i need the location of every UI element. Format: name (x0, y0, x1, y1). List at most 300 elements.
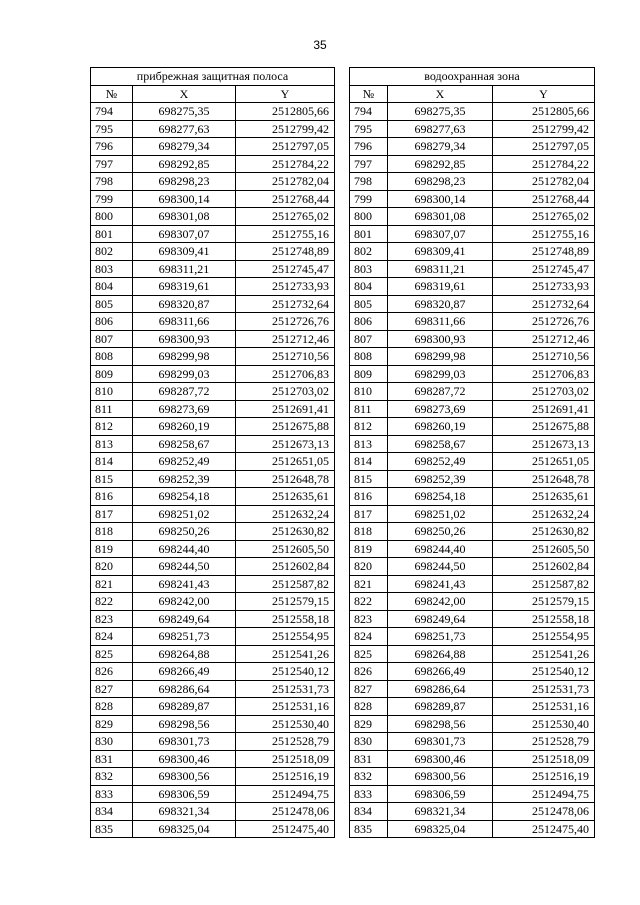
right-x-value: 698242,00 (388, 593, 493, 611)
left-x-value: 698241,43 (133, 575, 236, 593)
left-y-value: 2512587,82 (236, 575, 335, 593)
table-gap (335, 523, 350, 541)
right-x-value: 698299,03 (388, 365, 493, 383)
table-row (91, 610, 595, 628)
table-gap (335, 225, 350, 243)
table-row (91, 278, 595, 296)
right-x-value: 698298,23 (388, 173, 493, 191)
right-point-number: 812 (350, 418, 388, 436)
table-gap (335, 278, 350, 296)
left-point-number: 807 (91, 330, 133, 348)
right-x-value: 698264,88 (388, 645, 493, 663)
left-x-value: 698298,56 (133, 715, 236, 733)
left-point-number: 831 (91, 750, 133, 768)
right-point-number: 811 (350, 400, 388, 418)
table-gap (335, 138, 350, 156)
left-x-value: 698311,21 (133, 260, 236, 278)
right-point-number: 815 (350, 470, 388, 488)
right-y-value: 2512602,84 (493, 558, 595, 576)
left-x-value: 698252,49 (133, 453, 236, 471)
table-gap (335, 575, 350, 593)
left-x-value: 698319,61 (133, 278, 236, 296)
left-point-number: 825 (91, 645, 133, 663)
left-x-value: 698254,18 (133, 488, 236, 506)
right-point-number: 818 (350, 523, 388, 541)
table-row (91, 733, 595, 751)
right-y-value: 2512673,13 (493, 435, 595, 453)
table-row (91, 383, 595, 401)
left-y-value: 2512805,66 (236, 103, 335, 121)
table-gap (335, 120, 350, 138)
left-y-value: 2512516,19 (236, 768, 335, 786)
right-y-value: 2512605,50 (493, 540, 595, 558)
right-x-value: 698299,98 (388, 348, 493, 366)
left-point-number: 802 (91, 243, 133, 261)
table-row (91, 680, 595, 698)
table-gap (335, 348, 350, 366)
right-x-value: 698287,72 (388, 383, 493, 401)
left-y-value: 2512478,06 (236, 803, 335, 821)
left-y-value: 2512799,42 (236, 120, 335, 138)
table-row (91, 698, 595, 716)
right-y-value: 2512478,06 (493, 803, 595, 821)
table-gap (335, 383, 350, 401)
left-x-value: 698307,07 (133, 225, 236, 243)
left-x-value: 698320,87 (133, 295, 236, 313)
left-point-number: 818 (91, 523, 133, 541)
left-x-value: 698321,34 (133, 803, 236, 821)
right-point-number: 820 (350, 558, 388, 576)
right-point-number: 808 (350, 348, 388, 366)
right-x-value: 698292,85 (388, 155, 493, 173)
right-point-number: 802 (350, 243, 388, 261)
left-x-value: 698311,66 (133, 313, 236, 331)
right-point-number: 819 (350, 540, 388, 558)
shore-protection-strip-title: прибрежная защитная полоса (91, 68, 335, 86)
table-row (91, 173, 595, 191)
table-row (91, 435, 595, 453)
right-x-value: 698250,26 (388, 523, 493, 541)
table-gap (335, 435, 350, 453)
right-y-value: 2512782,04 (493, 173, 595, 191)
left-x-value: 698251,73 (133, 628, 236, 646)
right-y-value: 2512733,93 (493, 278, 595, 296)
right-y-value: 2512768,44 (493, 190, 595, 208)
left-x-value: 698306,59 (133, 785, 236, 803)
right-y-value: 2512531,73 (493, 680, 595, 698)
table-gap (335, 190, 350, 208)
right-point-number: 794 (350, 103, 388, 121)
column-header-row (91, 85, 595, 103)
left-x-value: 698300,46 (133, 750, 236, 768)
right-x-value: 698319,61 (388, 278, 493, 296)
left-x-value: 698249,64 (133, 610, 236, 628)
left-y-value: 2512712,46 (236, 330, 335, 348)
right-x-value: 698252,49 (388, 453, 493, 471)
left-x-value: 698300,56 (133, 768, 236, 786)
left-point-number: 820 (91, 558, 133, 576)
right-point-number: 823 (350, 610, 388, 628)
left-x-value: 698286,64 (133, 680, 236, 698)
right-y-value: 2512732,64 (493, 295, 595, 313)
left-y-value: 2512706,83 (236, 365, 335, 383)
left-point-number: 826 (91, 663, 133, 681)
right-x-header: X (388, 85, 493, 103)
right-y-value: 2512516,19 (493, 768, 595, 786)
table-gap (335, 418, 350, 436)
left-point-number: 808 (91, 348, 133, 366)
left-y-value: 2512605,50 (236, 540, 335, 558)
right-point-number: 806 (350, 313, 388, 331)
right-x-value: 698307,07 (388, 225, 493, 243)
left-point-number: 832 (91, 768, 133, 786)
right-x-value: 698244,50 (388, 558, 493, 576)
left-y-value: 2512540,12 (236, 663, 335, 681)
left-point-number: 813 (91, 435, 133, 453)
left-y-value: 2512602,84 (236, 558, 335, 576)
left-point-number: 799 (91, 190, 133, 208)
right-point-number: 798 (350, 173, 388, 191)
table-gap (335, 733, 350, 751)
left-x-value: 698301,08 (133, 208, 236, 226)
table-gap (335, 698, 350, 716)
right-x-value: 698320,87 (388, 295, 493, 313)
table-row (91, 260, 595, 278)
left-point-number: 798 (91, 173, 133, 191)
table-gap (335, 663, 350, 681)
right-point-number: 828 (350, 698, 388, 716)
left-y-value: 2512531,16 (236, 698, 335, 716)
left-x-value: 698279,34 (133, 138, 236, 156)
table-gap (335, 85, 350, 103)
left-y-value: 2512797,05 (236, 138, 335, 156)
right-x-value: 698309,41 (388, 243, 493, 261)
table-gap (335, 68, 350, 86)
table-row (91, 155, 595, 173)
table-row (91, 768, 595, 786)
left-y-value: 2512554,95 (236, 628, 335, 646)
left-x-value: 698250,26 (133, 523, 236, 541)
right-point-number: 816 (350, 488, 388, 506)
left-point-number: 834 (91, 803, 133, 821)
right-y-value: 2512630,82 (493, 523, 595, 541)
right-x-value: 698244,40 (388, 540, 493, 558)
right-x-value: 698311,21 (388, 260, 493, 278)
left-x-value: 698309,41 (133, 243, 236, 261)
table-gap (335, 103, 350, 121)
right-x-value: 698279,34 (388, 138, 493, 156)
left-point-number: 806 (91, 313, 133, 331)
right-point-number: 805 (350, 295, 388, 313)
right-x-value: 698300,93 (388, 330, 493, 348)
left-y-value: 2512733,93 (236, 278, 335, 296)
right-point-number: 814 (350, 453, 388, 471)
water-protection-zone-title: водоохранная зона (350, 68, 595, 86)
table-gap (335, 313, 350, 331)
table-gap (335, 715, 350, 733)
right-point-number: 822 (350, 593, 388, 611)
table-row (91, 418, 595, 436)
right-x-value: 698301,73 (388, 733, 493, 751)
right-x-value: 698260,19 (388, 418, 493, 436)
right-y-value: 2512651,05 (493, 453, 595, 471)
left-y-value: 2512475,40 (236, 820, 335, 838)
right-point-number: 829 (350, 715, 388, 733)
left-y-value: 2512726,76 (236, 313, 335, 331)
right-x-value: 698286,64 (388, 680, 493, 698)
right-point-number: 824 (350, 628, 388, 646)
left-y-value: 2512710,56 (236, 348, 335, 366)
table-gap (335, 505, 350, 523)
table-gap (335, 540, 350, 558)
table-row (91, 593, 595, 611)
left-y-value: 2512632,24 (236, 505, 335, 523)
right-y-value: 2512784,22 (493, 155, 595, 173)
right-x-value: 698298,56 (388, 715, 493, 733)
table-gap (335, 803, 350, 821)
right-y-value: 2512691,41 (493, 400, 595, 418)
left-point-number: 814 (91, 453, 133, 471)
table-row (91, 348, 595, 366)
left-point-number: 810 (91, 383, 133, 401)
table-row (91, 558, 595, 576)
right-x-value: 698277,63 (388, 120, 493, 138)
table-gap (335, 610, 350, 628)
right-point-number: 797 (350, 155, 388, 173)
left-x-value: 698251,02 (133, 505, 236, 523)
table-row (91, 120, 595, 138)
right-y-value: 2512703,02 (493, 383, 595, 401)
left-y-value: 2512579,15 (236, 593, 335, 611)
left-point-number: 829 (91, 715, 133, 733)
right-point-number: 817 (350, 505, 388, 523)
left-x-value: 698258,67 (133, 435, 236, 453)
table-row (91, 470, 595, 488)
right-point-number: 796 (350, 138, 388, 156)
right-x-value: 698306,59 (388, 785, 493, 803)
right-point-number: 826 (350, 663, 388, 681)
right-y-value: 2512558,18 (493, 610, 595, 628)
left-point-number: 819 (91, 540, 133, 558)
left-y-value: 2512755,16 (236, 225, 335, 243)
table-gap (335, 785, 350, 803)
right-point-number: 834 (350, 803, 388, 821)
right-x-value: 698300,14 (388, 190, 493, 208)
left-y-value: 2512648,78 (236, 470, 335, 488)
table-row (91, 225, 595, 243)
table-gap (335, 243, 350, 261)
left-y-value: 2512635,61 (236, 488, 335, 506)
right-x-value: 698311,66 (388, 313, 493, 331)
left-x-value: 698299,03 (133, 365, 236, 383)
right-y-value: 2512799,42 (493, 120, 595, 138)
right-point-number: 825 (350, 645, 388, 663)
right-y-value: 2512675,88 (493, 418, 595, 436)
right-point-number: 803 (350, 260, 388, 278)
right-x-value: 698251,73 (388, 628, 493, 646)
left-y-value: 2512530,40 (236, 715, 335, 733)
right-point-number: 804 (350, 278, 388, 296)
left-x-value: 698273,69 (133, 400, 236, 418)
left-point-number: 801 (91, 225, 133, 243)
left-y-value: 2512782,04 (236, 173, 335, 191)
left-point-number: 821 (91, 575, 133, 593)
left-point-number: 797 (91, 155, 133, 173)
left-point-number: 822 (91, 593, 133, 611)
left-point-number: 833 (91, 785, 133, 803)
left-y-value: 2512732,64 (236, 295, 335, 313)
right-y-value: 2512635,61 (493, 488, 595, 506)
table-row (91, 488, 595, 506)
right-point-number: 801 (350, 225, 388, 243)
right-point-number: 800 (350, 208, 388, 226)
table-row (91, 208, 595, 226)
right-point-number: 821 (350, 575, 388, 593)
table-gap (335, 593, 350, 611)
right-y-value: 2512540,12 (493, 663, 595, 681)
right-number-header: № (350, 85, 388, 103)
right-x-value: 698300,46 (388, 750, 493, 768)
table-row (91, 540, 595, 558)
right-point-number: 832 (350, 768, 388, 786)
table-gap (335, 260, 350, 278)
right-x-value: 698266,49 (388, 663, 493, 681)
table-gap (335, 453, 350, 471)
right-x-value: 698325,04 (388, 820, 493, 838)
table-gap (335, 208, 350, 226)
right-y-value: 2512805,66 (493, 103, 595, 121)
left-x-value: 698277,63 (133, 120, 236, 138)
right-point-number: 833 (350, 785, 388, 803)
left-point-number: 830 (91, 733, 133, 751)
right-point-number: 795 (350, 120, 388, 138)
left-point-number: 804 (91, 278, 133, 296)
left-x-value: 698242,00 (133, 593, 236, 611)
table-gap (335, 295, 350, 313)
left-x-value: 698275,35 (133, 103, 236, 121)
table-row (91, 645, 595, 663)
table-row (91, 313, 595, 331)
right-y-value: 2512712,46 (493, 330, 595, 348)
right-x-value: 698321,34 (388, 803, 493, 821)
table-row (91, 453, 595, 471)
left-x-value: 698252,39 (133, 470, 236, 488)
right-point-number: 831 (350, 750, 388, 768)
left-y-value: 2512494,75 (236, 785, 335, 803)
right-y-value: 2512797,05 (493, 138, 595, 156)
table-gap (335, 750, 350, 768)
table-gap (335, 628, 350, 646)
right-y-value: 2512755,16 (493, 225, 595, 243)
left-x-value: 698301,73 (133, 733, 236, 751)
table-row (91, 750, 595, 768)
right-x-value: 698289,87 (388, 698, 493, 716)
left-x-value: 698292,85 (133, 155, 236, 173)
right-point-number: 799 (350, 190, 388, 208)
right-x-value: 698258,67 (388, 435, 493, 453)
left-x-value: 698300,14 (133, 190, 236, 208)
right-x-value: 698273,69 (388, 400, 493, 418)
left-point-number: 795 (91, 120, 133, 138)
left-point-number: 824 (91, 628, 133, 646)
coordinates-table (90, 67, 595, 838)
right-y-value: 2512632,24 (493, 505, 595, 523)
right-y-value: 2512648,78 (493, 470, 595, 488)
right-y-value: 2512579,15 (493, 593, 595, 611)
left-x-value: 698244,40 (133, 540, 236, 558)
left-x-value: 698289,87 (133, 698, 236, 716)
right-point-number: 813 (350, 435, 388, 453)
left-point-number: 835 (91, 820, 133, 838)
table-row (91, 785, 595, 803)
left-point-number: 800 (91, 208, 133, 226)
left-y-value: 2512558,18 (236, 610, 335, 628)
table-row (91, 575, 595, 593)
right-y-value: 2512541,26 (493, 645, 595, 663)
right-x-value: 698254,18 (388, 488, 493, 506)
right-y-value: 2512745,47 (493, 260, 595, 278)
left-point-number: 815 (91, 470, 133, 488)
right-y-value: 2512726,76 (493, 313, 595, 331)
left-y-value: 2512784,22 (236, 155, 335, 173)
left-point-number: 816 (91, 488, 133, 506)
right-point-number: 807 (350, 330, 388, 348)
left-y-value: 2512745,47 (236, 260, 335, 278)
left-x-value: 698244,50 (133, 558, 236, 576)
left-point-number: 803 (91, 260, 133, 278)
left-point-number: 794 (91, 103, 133, 121)
left-x-value: 698299,98 (133, 348, 236, 366)
table-gap (335, 470, 350, 488)
left-x-header: X (133, 85, 236, 103)
right-x-value: 698251,02 (388, 505, 493, 523)
left-x-value: 698300,93 (133, 330, 236, 348)
table-row (91, 138, 595, 156)
right-point-number: 835 (350, 820, 388, 838)
table-row (91, 523, 595, 541)
table-gap (335, 330, 350, 348)
right-point-number: 830 (350, 733, 388, 751)
left-y-value: 2512651,05 (236, 453, 335, 471)
right-y-value: 2512748,89 (493, 243, 595, 261)
right-y-value: 2512528,79 (493, 733, 595, 751)
right-point-number: 809 (350, 365, 388, 383)
left-y-value: 2512528,79 (236, 733, 335, 751)
table-gap (335, 488, 350, 506)
left-y-value: 2512768,44 (236, 190, 335, 208)
right-x-value: 698249,64 (388, 610, 493, 628)
right-y-value: 2512710,56 (493, 348, 595, 366)
left-point-number: 828 (91, 698, 133, 716)
right-y-value: 2512530,40 (493, 715, 595, 733)
right-y-value: 2512531,16 (493, 698, 595, 716)
table-gap (335, 155, 350, 173)
left-point-number: 817 (91, 505, 133, 523)
table-gap (335, 400, 350, 418)
left-point-number: 827 (91, 680, 133, 698)
right-x-value: 698252,39 (388, 470, 493, 488)
table-row (91, 190, 595, 208)
table-row (91, 295, 595, 313)
right-y-value: 2512518,09 (493, 750, 595, 768)
left-x-value: 698287,72 (133, 383, 236, 401)
table-gap (335, 680, 350, 698)
left-x-value: 698298,23 (133, 173, 236, 191)
right-y-header: Y (493, 85, 595, 103)
right-x-value: 698241,43 (388, 575, 493, 593)
left-point-number: 811 (91, 400, 133, 418)
left-y-value: 2512748,89 (236, 243, 335, 261)
